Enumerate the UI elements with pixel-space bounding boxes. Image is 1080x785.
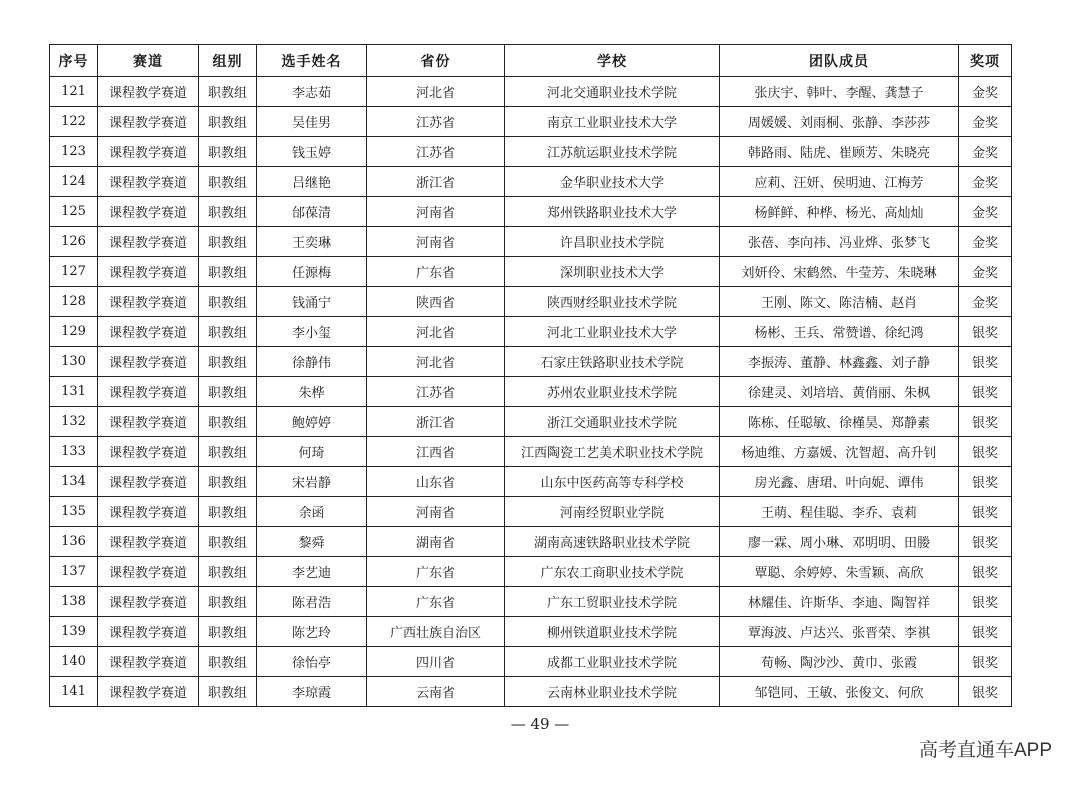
cell-award: 金奖 xyxy=(959,77,1012,107)
cell-group: 职教组 xyxy=(199,497,257,527)
cell-contestant: 邰葆清 xyxy=(257,197,367,227)
cell-contestant: 宋岩静 xyxy=(257,467,367,497)
cell-school: 郑州铁路职业技术大学 xyxy=(505,197,720,227)
cell-contestant: 钱涌宁 xyxy=(257,287,367,317)
cell-index: 139 xyxy=(50,617,98,647)
cell-team-members: 荀畅、陶沙沙、黄巾、张霞 xyxy=(720,647,959,677)
cell-index: 125 xyxy=(50,197,98,227)
cell-province: 浙江省 xyxy=(367,407,505,437)
cell-track: 课程教学赛道 xyxy=(98,317,199,347)
cell-index: 141 xyxy=(50,677,98,707)
cell-track: 课程教学赛道 xyxy=(98,437,199,467)
table-row xyxy=(50,227,1012,257)
cell-track: 课程教学赛道 xyxy=(98,497,199,527)
cell-province: 广东省 xyxy=(367,557,505,587)
cell-team-members: 李振涛、董静、林鑫鑫、刘子静 xyxy=(720,347,959,377)
cell-index: 123 xyxy=(50,137,98,167)
table-row xyxy=(50,437,1012,467)
cell-award: 银奖 xyxy=(959,347,1012,377)
cell-team-members: 应莉、汪妍、侯明迪、江梅芳 xyxy=(720,167,959,197)
cell-award: 银奖 xyxy=(959,407,1012,437)
cell-index: 124 xyxy=(50,167,98,197)
cell-province: 广东省 xyxy=(367,587,505,617)
cell-track: 课程教学赛道 xyxy=(98,227,199,257)
cell-group: 职教组 xyxy=(199,587,257,617)
cell-province: 云南省 xyxy=(367,677,505,707)
cell-school: 广东农工商职业技术学院 xyxy=(505,557,720,587)
cell-team-members: 杨迪维、方嘉媛、沈智超、高升钊 xyxy=(720,437,959,467)
cell-contestant: 李艺迪 xyxy=(257,557,367,587)
cell-province: 江苏省 xyxy=(367,377,505,407)
cell-team-members: 房光鑫、唐珺、叶向妮、谭伟 xyxy=(720,467,959,497)
cell-school: 河北交通职业技术学院 xyxy=(505,77,720,107)
cell-track: 课程教学赛道 xyxy=(98,587,199,617)
cell-school: 苏州农业职业技术学院 xyxy=(505,377,720,407)
cell-award: 银奖 xyxy=(959,467,1012,497)
table-row xyxy=(50,467,1012,497)
cell-province: 陕西省 xyxy=(367,287,505,317)
cell-contestant: 朱桦 xyxy=(257,377,367,407)
cell-contestant: 黎舜 xyxy=(257,527,367,557)
watermark-text: 高考直通车APP xyxy=(918,740,1052,761)
cell-award: 银奖 xyxy=(959,677,1012,707)
table-row xyxy=(50,497,1012,527)
cell-track: 课程教学赛道 xyxy=(98,377,199,407)
cell-contestant: 任源梅 xyxy=(257,257,367,287)
cell-province: 浙江省 xyxy=(367,167,505,197)
cell-school: 浙江交通职业技术学院 xyxy=(505,407,720,437)
cell-school: 云南林业职业技术学院 xyxy=(505,677,720,707)
cell-track: 课程教学赛道 xyxy=(98,347,199,377)
cell-contestant: 余函 xyxy=(257,497,367,527)
table-row xyxy=(50,107,1012,137)
table-row xyxy=(50,257,1012,287)
cell-group: 职教组 xyxy=(199,557,257,587)
table-row xyxy=(50,197,1012,227)
cell-group: 职教组 xyxy=(199,527,257,557)
cell-team-members: 张蓓、李向祎、冯业烨、张梦飞 xyxy=(720,227,959,257)
cell-school: 金华职业技术大学 xyxy=(505,167,720,197)
cell-index: 127 xyxy=(50,257,98,287)
cell-school: 许昌职业技术学院 xyxy=(505,227,720,257)
table-row xyxy=(50,287,1012,317)
cell-school: 河北工业职业技术大学 xyxy=(505,317,720,347)
cell-track: 课程教学赛道 xyxy=(98,257,199,287)
cell-province: 河南省 xyxy=(367,197,505,227)
cell-team-members: 周媛媛、刘雨桐、张静、李莎莎 xyxy=(720,107,959,137)
cell-school: 成都工业职业技术学院 xyxy=(505,647,720,677)
cell-contestant: 徐静伟 xyxy=(257,347,367,377)
cell-group: 职教组 xyxy=(199,677,257,707)
cell-province: 湖南省 xyxy=(367,527,505,557)
cell-group: 职教组 xyxy=(199,167,257,197)
cell-province: 河北省 xyxy=(367,77,505,107)
table-row xyxy=(50,527,1012,557)
table-row xyxy=(50,677,1012,707)
cell-award: 金奖 xyxy=(959,107,1012,137)
table-row xyxy=(50,347,1012,377)
header-index: 序号 xyxy=(50,45,98,77)
cell-track: 课程教学赛道 xyxy=(98,527,199,557)
cell-award: 金奖 xyxy=(959,167,1012,197)
cell-province: 河南省 xyxy=(367,227,505,257)
cell-group: 职教组 xyxy=(199,197,257,227)
cell-track: 课程教学赛道 xyxy=(98,557,199,587)
cell-team-members: 王刚、陈文、陈洁楠、赵肖 xyxy=(720,287,959,317)
cell-track: 课程教学赛道 xyxy=(98,647,199,677)
cell-team-members: 张庆宇、韩叶、李醒、龚慧子 xyxy=(720,77,959,107)
cell-award: 银奖 xyxy=(959,317,1012,347)
cell-track: 课程教学赛道 xyxy=(98,287,199,317)
cell-track: 课程教学赛道 xyxy=(98,77,199,107)
cell-track: 课程教学赛道 xyxy=(98,467,199,497)
cell-index: 129 xyxy=(50,317,98,347)
cell-team-members: 覃聪、余婷婷、朱雪颖、高欣 xyxy=(720,557,959,587)
cell-track: 课程教学赛道 xyxy=(98,617,199,647)
cell-contestant: 吴佳男 xyxy=(257,107,367,137)
cell-contestant: 鲍婷婷 xyxy=(257,407,367,437)
cell-group: 职教组 xyxy=(199,227,257,257)
table-row xyxy=(50,77,1012,107)
cell-school: 山东中医药高等专科学校 xyxy=(505,467,720,497)
cell-team-members: 杨鲜鲜、种桦、杨光、高灿灿 xyxy=(720,197,959,227)
cell-province: 河北省 xyxy=(367,317,505,347)
cell-group: 职教组 xyxy=(199,647,257,677)
cell-school: 柳州铁道职业技术学院 xyxy=(505,617,720,647)
header-team-members: 团队成员 xyxy=(720,45,959,77)
cell-award: 金奖 xyxy=(959,287,1012,317)
cell-track: 课程教学赛道 xyxy=(98,167,199,197)
cell-group: 职教组 xyxy=(199,467,257,497)
cell-group: 职教组 xyxy=(199,377,257,407)
table-header-row xyxy=(50,45,1012,77)
cell-track: 课程教学赛道 xyxy=(98,677,199,707)
cell-index: 131 xyxy=(50,377,98,407)
cell-index: 134 xyxy=(50,467,98,497)
cell-team-members: 刘妍伶、宋鹤然、牛莹芳、朱晓琳 xyxy=(720,257,959,287)
cell-index: 122 xyxy=(50,107,98,137)
header-award: 奖项 xyxy=(959,45,1012,77)
cell-team-members: 廖一霖、周小琳、邓明明、田媵 xyxy=(720,527,959,557)
cell-province: 河北省 xyxy=(367,347,505,377)
cell-group: 职教组 xyxy=(199,407,257,437)
cell-group: 职教组 xyxy=(199,137,257,167)
table-row xyxy=(50,647,1012,677)
cell-award: 金奖 xyxy=(959,137,1012,167)
cell-province: 河南省 xyxy=(367,497,505,527)
cell-track: 课程教学赛道 xyxy=(98,407,199,437)
cell-team-members: 王萌、程佳聪、李乔、袁莉 xyxy=(720,497,959,527)
table-row xyxy=(50,557,1012,587)
header-track: 赛道 xyxy=(98,45,199,77)
cell-group: 职教组 xyxy=(199,347,257,377)
cell-contestant: 李志茹 xyxy=(257,77,367,107)
cell-index: 130 xyxy=(50,347,98,377)
cell-contestant: 王奕琳 xyxy=(257,227,367,257)
cell-index: 121 xyxy=(50,77,98,107)
cell-index: 132 xyxy=(50,407,98,437)
cell-team-members: 杨彬、王兵、常赞谱、徐纪鸿 xyxy=(720,317,959,347)
header-school: 学校 xyxy=(505,45,720,77)
cell-index: 133 xyxy=(50,437,98,467)
cell-province: 江苏省 xyxy=(367,107,505,137)
cell-contestant: 陈君浩 xyxy=(257,587,367,617)
table-row xyxy=(50,407,1012,437)
cell-index: 136 xyxy=(50,527,98,557)
cell-province: 广东省 xyxy=(367,257,505,287)
cell-group: 职教组 xyxy=(199,257,257,287)
cell-award: 银奖 xyxy=(959,497,1012,527)
cell-contestant: 李琼霞 xyxy=(257,677,367,707)
cell-award: 银奖 xyxy=(959,647,1012,677)
cell-index: 126 xyxy=(50,227,98,257)
cell-group: 职教组 xyxy=(199,107,257,137)
table-row xyxy=(50,617,1012,647)
cell-team-members: 林耀佳、许斯华、李迪、陶智祥 xyxy=(720,587,959,617)
cell-group: 职教组 xyxy=(199,317,257,347)
cell-index: 128 xyxy=(50,287,98,317)
cell-group: 职教组 xyxy=(199,77,257,107)
cell-province: 江西省 xyxy=(367,437,505,467)
cell-award: 银奖 xyxy=(959,527,1012,557)
cell-province: 山东省 xyxy=(367,467,505,497)
cell-school: 陕西财经职业技术学院 xyxy=(505,287,720,317)
awards-table xyxy=(49,44,1012,707)
cell-contestant: 何琦 xyxy=(257,437,367,467)
cell-award: 银奖 xyxy=(959,617,1012,647)
cell-contestant: 徐怡亭 xyxy=(257,647,367,677)
cell-index: 140 xyxy=(50,647,98,677)
table-row xyxy=(50,587,1012,617)
table-row xyxy=(50,317,1012,347)
cell-award: 银奖 xyxy=(959,587,1012,617)
cell-contestant: 李小玺 xyxy=(257,317,367,347)
cell-award: 金奖 xyxy=(959,197,1012,227)
cell-school: 南京工业职业技术大学 xyxy=(505,107,720,137)
cell-group: 职教组 xyxy=(199,287,257,317)
cell-school: 江苏航运职业技术学院 xyxy=(505,137,720,167)
cell-group: 职教组 xyxy=(199,617,257,647)
cell-track: 课程教学赛道 xyxy=(98,197,199,227)
cell-school: 湖南高速铁路职业技术学院 xyxy=(505,527,720,557)
cell-award: 金奖 xyxy=(959,227,1012,257)
cell-team-members: 覃海波、卢达兴、张晋荣、李祺 xyxy=(720,617,959,647)
cell-award: 银奖 xyxy=(959,437,1012,467)
cell-group: 职教组 xyxy=(199,437,257,467)
cell-school: 石家庄铁路职业技术学院 xyxy=(505,347,720,377)
page-number: — 49 — xyxy=(510,715,570,733)
header-contestant: 选手姓名 xyxy=(257,45,367,77)
cell-province: 四川省 xyxy=(367,647,505,677)
cell-track: 课程教学赛道 xyxy=(98,137,199,167)
cell-award: 银奖 xyxy=(959,557,1012,587)
header-group: 组别 xyxy=(199,45,257,77)
cell-contestant: 钱玉婷 xyxy=(257,137,367,167)
cell-team-members: 邹铠同、王敏、张俊文、何欣 xyxy=(720,677,959,707)
cell-track: 课程教学赛道 xyxy=(98,107,199,137)
cell-index: 135 xyxy=(50,497,98,527)
table-row xyxy=(50,137,1012,167)
cell-province: 广西壮族自治区 xyxy=(367,617,505,647)
cell-school: 深圳职业技术大学 xyxy=(505,257,720,287)
cell-team-members: 陈栋、任聪敏、徐槿昊、郑静素 xyxy=(720,407,959,437)
cell-contestant: 陈艺玲 xyxy=(257,617,367,647)
cell-award: 银奖 xyxy=(959,377,1012,407)
cell-school: 河南经贸职业学院 xyxy=(505,497,720,527)
cell-award: 金奖 xyxy=(959,257,1012,287)
cell-school: 江西陶瓷工艺美术职业技术学院 xyxy=(505,437,720,467)
cell-index: 137 xyxy=(50,557,98,587)
cell-school: 广东工贸职业技术学院 xyxy=(505,587,720,617)
table-row xyxy=(50,377,1012,407)
header-province: 省份 xyxy=(367,45,505,77)
table-body xyxy=(50,77,1012,707)
table-row xyxy=(50,167,1012,197)
cell-province: 江苏省 xyxy=(367,137,505,167)
cell-team-members: 徐建灵、刘培培、黄俏丽、朱枫 xyxy=(720,377,959,407)
cell-contestant: 吕继艳 xyxy=(257,167,367,197)
cell-team-members: 韩路雨、陆虎、崔顾芳、朱晓亮 xyxy=(720,137,959,167)
cell-index: 138 xyxy=(50,587,98,617)
